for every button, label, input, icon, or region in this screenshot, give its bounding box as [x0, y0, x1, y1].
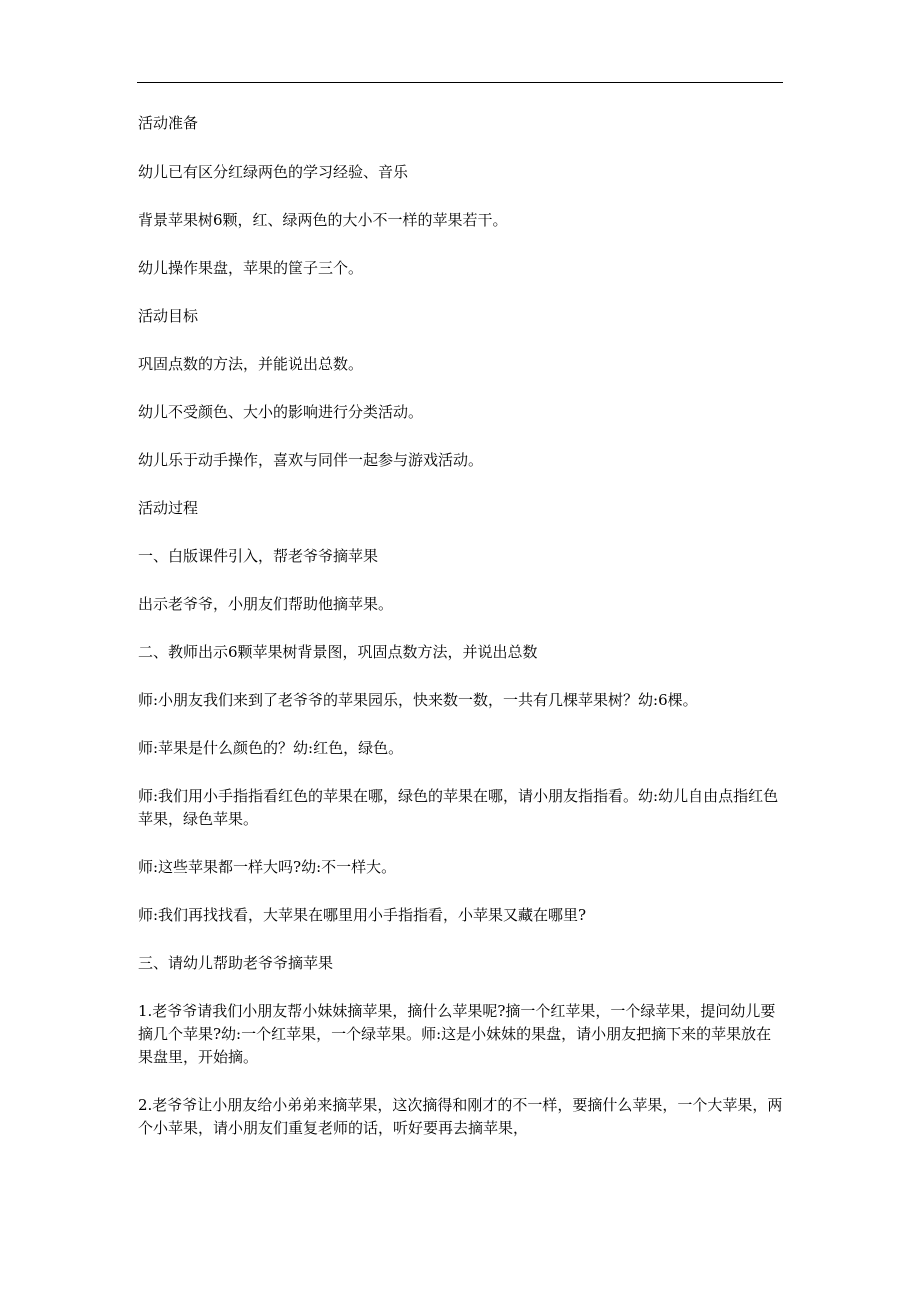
- paragraph: 活动过程: [138, 499, 199, 517]
- paragraph: 1.老爷爷请我们小朋友帮小妹妹摘苹果，摘什么苹果呢?摘一个红苹果，一个绿苹果，提问幼儿要摘几个苹果?幼:一个红苹果，一个绿苹果。师:这是小妹妹的果盘，请小朋友把摘下来的苹果放在果盘里，开始摘。: [138, 1002, 776, 1066]
- paragraph: 师:我们再找找看，大苹果在哪里用小手指指看，小苹果又藏在哪里?: [138, 906, 587, 924]
- header-rule: [137, 82, 783, 83]
- paragraph: 三、请幼儿帮助老爷爷摘苹果: [138, 954, 334, 972]
- paragraph: 幼儿已有区分红绿两色的学习经验、音乐: [138, 163, 409, 181]
- paragraph: 师:这些苹果都一样大吗?幼:不一样大。: [138, 858, 397, 876]
- paragraph: 活动准备: [138, 114, 199, 132]
- paragraph: 活动目标: [138, 307, 199, 325]
- paragraph: 巩固点数的方法，并能说出总数。: [138, 355, 364, 373]
- paragraph: 幼儿乐于动手操作，喜欢与同伴一起参与游戏活动。: [138, 451, 484, 469]
- document-body: [138, 112, 784, 1140]
- paragraph: 一、白版课件引入，帮老爷爷摘苹果: [138, 547, 379, 565]
- paragraph: 2.老爷爷让小朋友给小弟弟来摘苹果，这次摘得和刚才的不一样，要摘什么苹果，一个大苹果，两个小苹果，请小朋友们重复老师的话，听好要再去摘苹果，: [138, 1096, 783, 1137]
- paragraph: 师:小朋友我们来到了老爷爷的苹果园乐，快来数一数，一共有几棵苹果树？幼:6棵。: [138, 691, 698, 709]
- paragraph: 师:我们用小手指指看红色的苹果在哪，绿色的苹果在哪，请小朋友指指看。幼:幼儿自由点指红色苹果，绿色苹果。: [138, 787, 779, 828]
- paragraph: 背景苹果树6颗，红、绿两色的大小不一样的苹果若干。: [138, 211, 508, 229]
- paragraph: 二、教师出示6颗苹果树背景图，巩固点数方法，并说出总数: [138, 643, 538, 661]
- paragraph: 师:苹果是什么颜色的？幼:红色，绿色。: [138, 739, 404, 757]
- paragraph: 出示老爷爷，小朋友们帮助他摘苹果。: [138, 595, 394, 613]
- paragraph: 幼儿操作果盘，苹果的筐子三个。: [138, 259, 364, 277]
- paragraph: 幼儿不受颜色、大小的影响进行分类活动。: [138, 403, 424, 421]
